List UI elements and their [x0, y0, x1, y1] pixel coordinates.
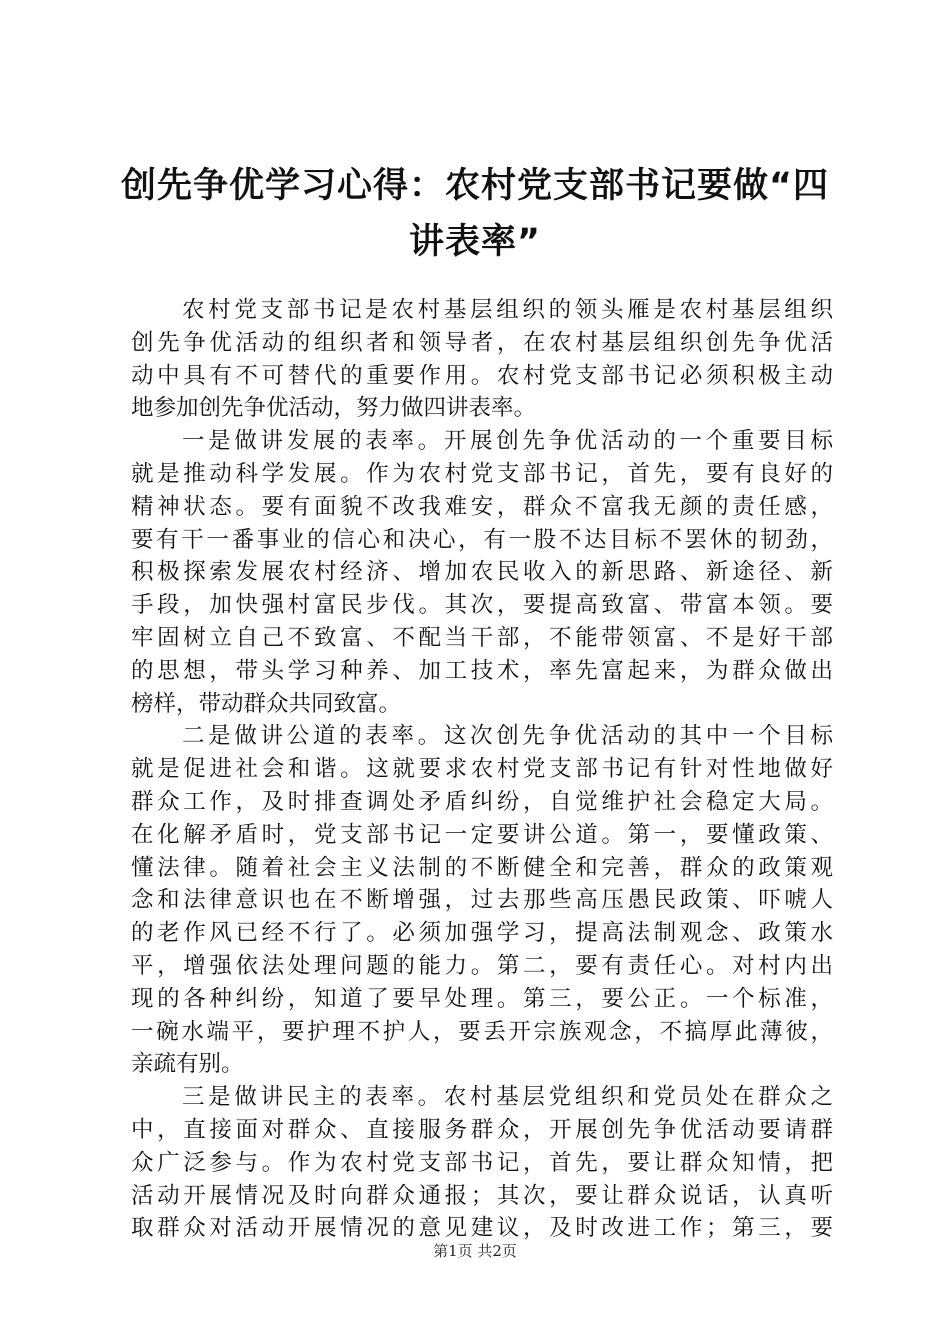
paragraph — [131, 425, 833, 720]
paragraph-line: 的思想，带头学习种养、加工技术，率先富起来，为群众做出 — [131, 657, 833, 684]
paragraph — [131, 720, 833, 1081]
paragraph-line: 活动开展情况及时向群众通报；其次，要让群众说话，认真听 — [131, 1182, 833, 1209]
paragraph-line: 现的各种纠纷，知道了要早处理。第三，要公正。一个标准， — [131, 985, 833, 1012]
title-line: 创先争优学习心得：农村党支部书记要做“四 — [120, 166, 829, 206]
paragraph-line: 精神状态。要有面貌不改我难安，群众不富我无颜的责任感， — [131, 493, 833, 520]
paragraph-line: 懂法律。随着社会主义法制的不断健全和完善，群众的政策观 — [131, 854, 833, 881]
page-footer: 第1页 共2页 — [433, 1242, 517, 1260]
paragraph-line: 一是做讲发展的表率。开展创先争优活动的一个重要目标 — [182, 428, 833, 455]
paragraph-line: 创先争优活动的组织者和领导者，在农村基层组织创先争优活 — [131, 329, 833, 356]
paragraph-line: 就是促进社会和谐。这就要求农村党支部书记有针对性地做好 — [131, 756, 833, 783]
paragraph-line: 要有干一番事业的信心和决心，有一股不达目标不罢休的韧劲， — [131, 526, 833, 553]
paragraph-line: 取群众对活动开展情况的意见建议，及时改进工作；第三，要 — [131, 1215, 833, 1242]
paragraph-line: 一碗水端平，要护理不护人，要丢开宗族观念，不搞厚此薄彼， — [131, 1018, 833, 1045]
document-body — [131, 294, 833, 1245]
paragraph — [131, 1081, 833, 1245]
paragraph-line: 地参加创先争优活动，努力做四讲表率。 — [131, 395, 537, 422]
paragraph — [131, 294, 833, 425]
paragraph-line: 群众工作，及时排查调处矛盾纠纷，自觉维护社会稳定大局。 — [131, 788, 833, 815]
paragraph-line: 亲疏有别。 — [131, 1051, 244, 1078]
paragraph-line: 积极探索发展农村经济、增加农民收入的新思路、新途径、新 — [131, 559, 833, 586]
paragraph-line: 念和法律意识也在不断增强，过去那些高压愚民政策、吓唬人 — [131, 887, 833, 914]
document-title — [118, 158, 832, 270]
paragraph-line: 牢固树立自己不致富、不配当干部，不能带领富、不是好干部 — [131, 624, 833, 651]
paragraph-line: 动中具有不可替代的重要作用。农村党支部书记必须积极主动 — [131, 362, 833, 389]
paragraph-line: 平，增强依法处理问题的能力。第二，要有责任心。对村内出 — [131, 952, 833, 979]
paragraph-line: 手段，加快强村富民步伐。其次，要提高致富、带富本领。要 — [131, 592, 833, 619]
paragraph-line: 榜样，带动群众共同致富。 — [131, 690, 402, 717]
paragraph-line: 农村党支部书记是农村基层组织的领头雁是农村基层组织 — [182, 297, 833, 323]
paragraph-line: 二是做讲公道的表率。这次创先争优活动的其中一个目标 — [182, 723, 833, 750]
title-line: 讲表率” — [408, 222, 541, 262]
paragraph-line: 众广泛参与。作为农村党支部书记，首先，要让群众知情，把 — [131, 1149, 833, 1176]
paragraph-line: 就是推动科学发展。作为农村党支部书记，首先，要有良好的 — [131, 460, 833, 487]
paragraph-line: 在化解矛盾时，党支部书记一定要讲公道。第一，要懂政策、 — [131, 821, 833, 848]
paragraph-line: 中，直接面对群众、直接服务群众，开展创先争优活动要请群 — [131, 1116, 833, 1143]
paragraph-line: 三是做讲民主的表率。农村基层党组织和党员处在群众之 — [182, 1084, 833, 1111]
paragraph-line: 的老作风已经不行了。必须加强学习，提高法制观念、政策水 — [131, 920, 833, 947]
